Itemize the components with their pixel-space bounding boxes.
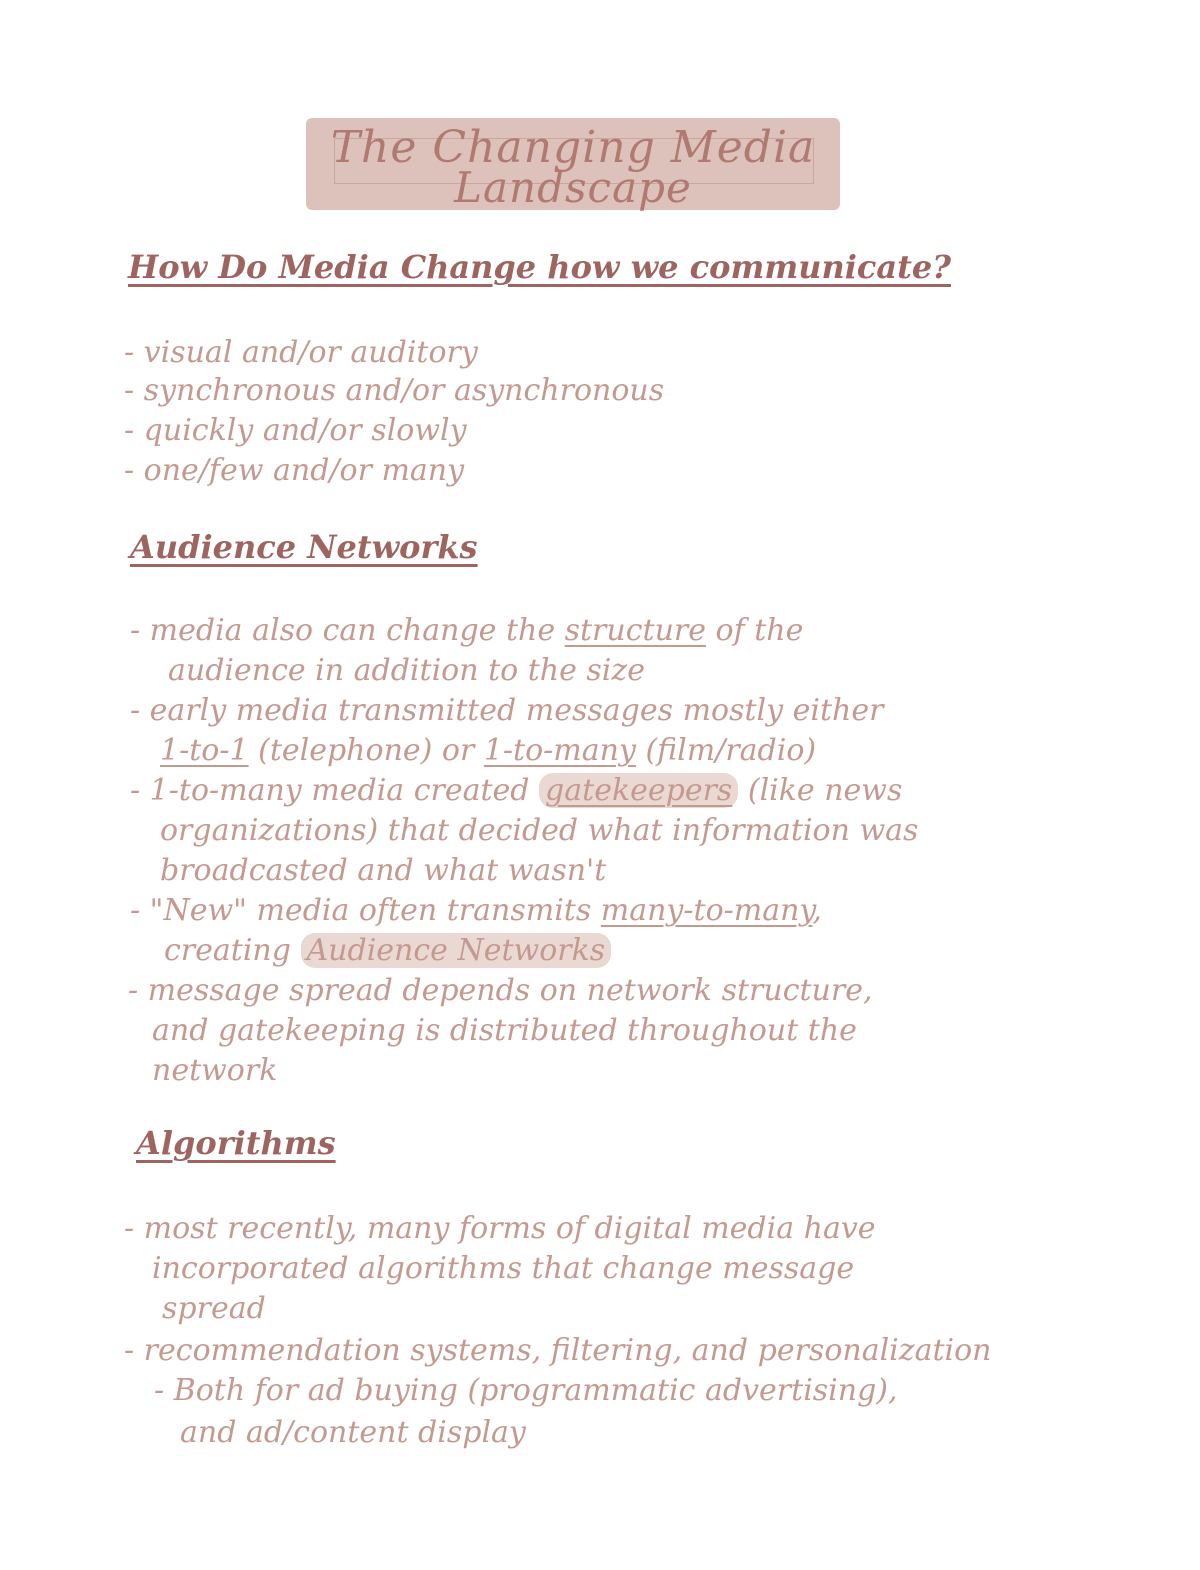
highlight-audience-networks: Audience Networks: [301, 933, 612, 968]
bullet-recently-line-2: incorporated algorithms that change message: [152, 1251, 855, 1286]
bullet-early-media-line-1: - early media transmitted messages mostly either: [130, 693, 884, 728]
text-segment: ,: [812, 893, 822, 928]
bullet-message-spread-line-3: network: [152, 1053, 278, 1088]
bullet-message-spread-line-1: - message spread depends on network structure,: [128, 973, 873, 1008]
bullet-gatekeepers-line-2: organizations) that decided what information was: [160, 813, 919, 848]
title-box: [306, 118, 840, 210]
text-segment: - "New" media often transmits: [130, 893, 601, 928]
bullet-recommendation: - recommendation systems, filtering, and personalization: [124, 1333, 992, 1368]
bullet-structure-line-2: audience in addition to the size: [168, 653, 645, 688]
bullet-gatekeepers-line-3: broadcasted and what wasn't: [160, 853, 607, 888]
text-segment: - 1-to-many media created: [130, 773, 540, 808]
highlight-gatekeepers: gatekeepers: [539, 773, 738, 808]
text-segment: - media also can change the: [130, 613, 565, 648]
title-line-1: The Changing Media: [330, 122, 816, 173]
underlined-1-to-1: 1-to-1: [160, 733, 249, 768]
underlined-structure: structure: [564, 613, 706, 648]
title-line-2: Landscape: [454, 163, 692, 212]
bullet-message-spread-line-2: and gatekeeping is distributed throughout the: [152, 1013, 857, 1048]
heading-audience-networks: Audience Networks: [130, 528, 478, 566]
bullet-recently-line-3: spread: [162, 1291, 266, 1326]
text-segment: (like news: [738, 773, 903, 808]
heading-media-change: How Do Media Change how we communicate?: [128, 248, 951, 286]
bullet-structure-line-1: [130, 612, 803, 650]
bullet-recently-line-1: - most recently, many forms of digital media have: [124, 1211, 876, 1246]
text-segment: creating: [164, 933, 301, 968]
bullet-ad-buying-line-1: - Both for ad buying (programmatic advertising),: [154, 1373, 898, 1408]
text-segment: (film/radio): [635, 733, 817, 768]
bullet-early-media-line-2: [160, 732, 816, 770]
text-segment: (telephone) or: [248, 733, 484, 768]
bullet-new-media-line-1: [130, 892, 822, 930]
bullet-quickly-slowly: - quickly and/or slowly: [124, 413, 467, 448]
bullet-synchronous: - synchronous and/or asynchronous: [124, 373, 665, 408]
bullet-visual-auditory: - visual and/or auditory: [124, 335, 478, 370]
bullet-new-media-line-2: [164, 932, 611, 970]
underlined-many-to-many: many-to-many: [600, 893, 813, 928]
bullet-ad-buying-line-2: and ad/content display: [180, 1415, 526, 1450]
heading-algorithms: Algorithms: [136, 1124, 336, 1162]
text-segment: of the: [706, 613, 804, 648]
underlined-1-to-many: 1-to-many: [483, 733, 636, 768]
bullet-gatekeepers-line-1: [130, 772, 902, 810]
bullet-one-few-many: - one/few and/or many: [124, 453, 465, 488]
